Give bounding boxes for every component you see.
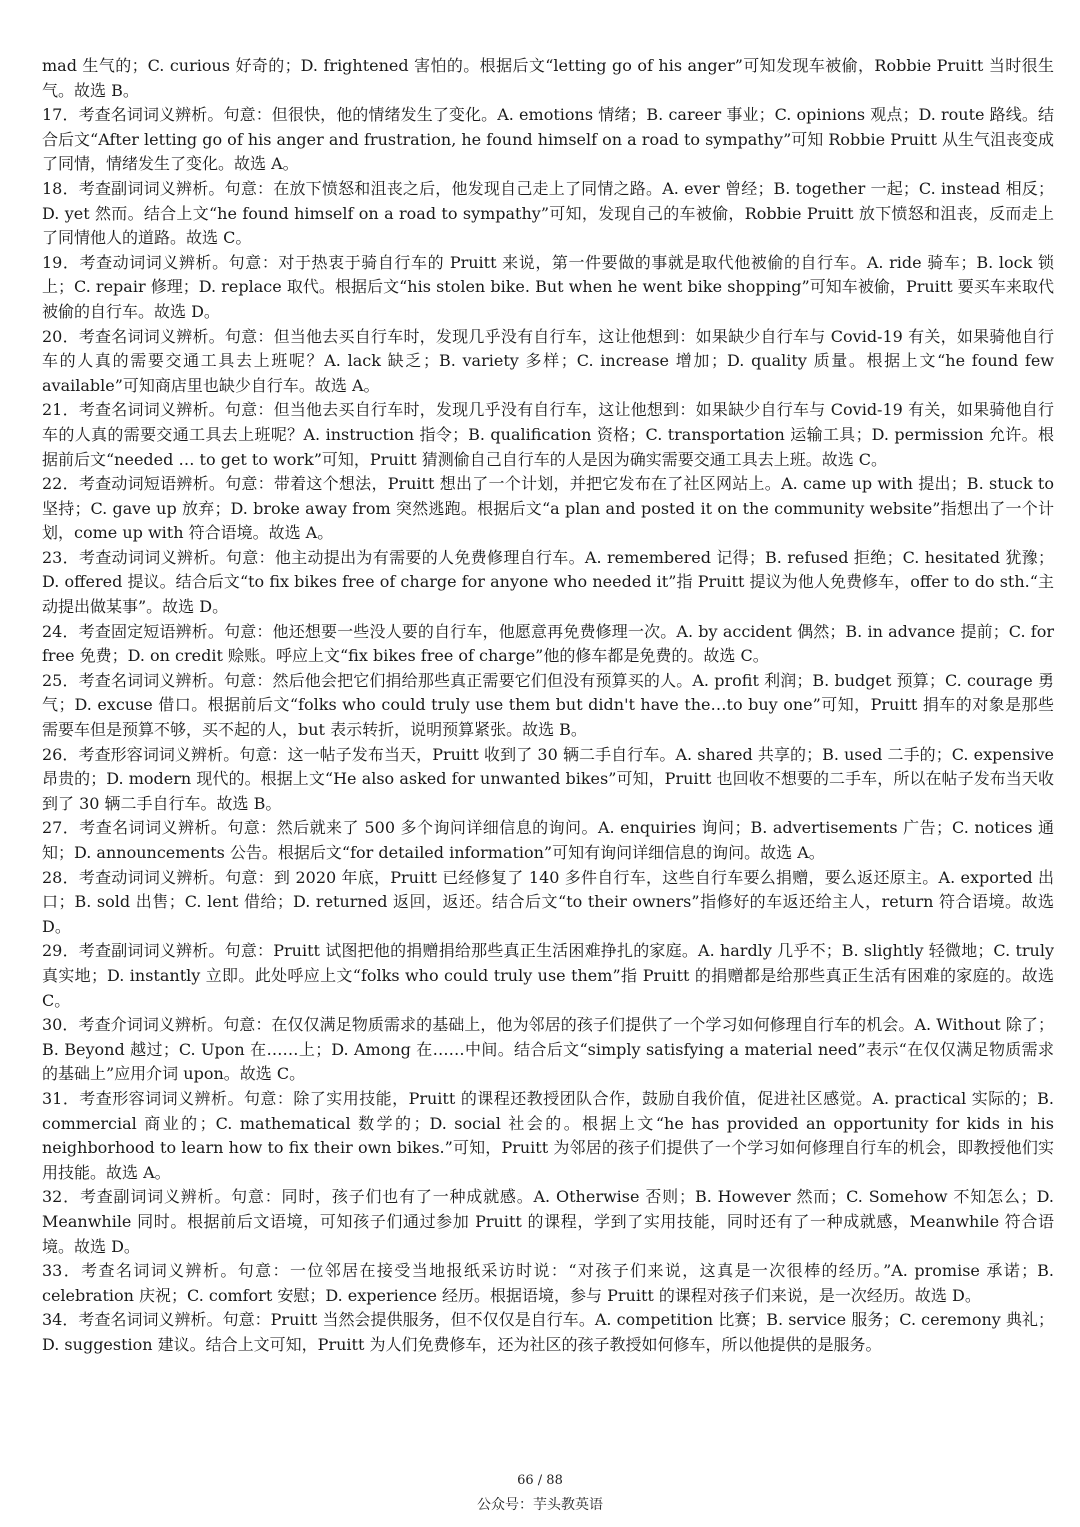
paragraph: 24．考查固定短语辨析。句意：他还想要一些没人要的自行车，他愿意再免费修理一次。A. by accident 偶然；B. in advance 提前；C. for free 免费；D. on credit 赊账。呼应上文“fix bikes free of charge”他的修车都是免费的。故选 C。 — [42, 621, 1054, 666]
paragraph: mad 生气的；C. curious 好奇的；D. frightened 害怕的。根据后文“letting go of his anger”可知发现车被偷，Robbie Pruitt 当时很生气。故选 B。 — [42, 56, 1054, 100]
paragraph: 22．考查动词短语辨析。句意：带着这个想法，Pruitt 想出了一个计划，并把它发布在了社区网站上。A. came up with 提出；B. stuck to 坚持；C. gave up 放弃；D. broke away from 突然逃跑。根据后文“a plan and posted it on the community website”指想出了一个计划，come up with 符合语境。故选 A。 — [42, 474, 1054, 543]
answer-explanations — [42, 54, 1054, 1357]
footer-note: 公众号：芋头教英语 — [477, 1497, 603, 1513]
paragraph: 31．考查形容词词义辨析。句意：除了实用技能，Pruitt 的课程还教授团队合作，鼓励自我价值，促进社区感觉。A. practical 实际的；B. commercial 商业的；C. mathematical 数学的；D. social 社会的。根据上文“he has provided an opportunity for kids in his neighborhood to learn how to fix their own bikes.”可知，Pruitt 为邻居的孩子们提供了一个学习如何修理自行车的机会，即教授他们实用技能。故选 A。 — [42, 1088, 1054, 1182]
paragraph: 33．考查名词词义辨析。句意：一位邻居在接受当地报纸采访时说：“对孩子们来说，这真是一次很棒的经历。”A. promise 承诺；B. celebration 庆祝；C. comfort 安慰；D. experience 经历。根据语境，参与 Pruitt 的课程对孩子们来说，是一次经历。故选 D。 — [42, 1261, 1054, 1305]
paragraph: 28．考查动词词义辨析。句意：到 2020 年底，Pruitt 已经修复了 140 多件自行车，这些自行车要么捐赠，要么返还原主。A. exported 出口；B. sold 出售；C. lent 借给；D. returned 返回，返还。结合后文“to their owners”指修好的车返还给主人，return 符合语境。故选 D。 — [42, 867, 1054, 936]
paragraph: 19．考查动词词义辨析。句意：对于热衷于骑自行车的 Pruitt 来说，第一件要做的事就是取代他被偷的自行车。A. ride 骑车；B. lock 锁上；C. repair 修理；D. replace 取代。根据后文“his stolen bike. But when he went bike shopping”可知车被偷，Pruitt 要买车来取代被偷的自行车。故选 D。 — [42, 252, 1054, 321]
paragraph: 34．考查名词词义辨析。句意：Pruitt 当然会提供服务，但不仅仅是自行车。A. competition 比赛；B. service 服务；C. ceremony 典礼；D. suggestion 建议。结合上文可知，Pruitt 为人们免费修车，还为社区的孩子教授如何修车，所以他提供的是服务。 — [42, 1310, 1054, 1354]
paragraph: 25．考查名词词义辨析。句意：然后他会把它们捐给那些真正需要它们但没有预算买的人。A. profit 利润；B. budget 预算；C. courage 勇气；D. excuse 借口。根据前后文“folks who could truly use them but didn't have the…to buy one”可知，Pruitt 捐车的对象是那些需要车但是预算不够，买不起的人，but 表示转折，说明预算紧张。故选 B。 — [42, 670, 1054, 740]
paragraph: 27．考查名词词义辨析。句意：然后就来了 500 多个询问详细信息的询问。A. enquiries 询问；B. advertisements 广告；C. notices 通知；D. announcements 公告。根据后文“for detailed information”可知有询问详细信息的询问。故选 A。 — [42, 818, 1054, 862]
paragraph: 21．考查名词词义辨析。句意：但当他去买自行车时，发现几乎没有自行车，这让他想到：如果缺少自行车与 Covid-19 有关，如果骑他自行车的人真的需要交通工具去上班呢？A. instruction 指令；B. qualification 资格；C. transportation 运输工具；D. permission 允许。根据前后文“needed … to get to work”可知，Pruitt 猜测偷自己自行车的人是因为确实需要交通工具去上班。故选 C。 — [42, 400, 1054, 469]
paragraph: 26．考查形容词词义辨析。句意：这一帖子发布当天，Pruitt 收到了 30 辆二手自行车。A. shared 共享的；B. used 二手的；C. expensive 昂贵的；D. modern 现代的。根据上文“He also asked for unwanted bikes”可知，Pruitt 也回收不想要的二手车，所以在帖子发布当天收到了 30 辆二手自行车。故选 B。 — [42, 744, 1054, 813]
paragraph: 32．考查副词词义辨析。句意：同时，孩子们也有了一种成就感。A. Otherwise 否则；B. However 然而；C. Somehow 不知怎么；D. Meanwhile 同时。根据前后文语境，可知孩子们通过参加 Pruitt 的课程，学到了实用技能，同时还有了一种成就感，Meanwhile 符合语境。故选 D。 — [42, 1187, 1054, 1256]
paragraph: 30．考查介词词义辨析。句意：在仅仅满足物质需求的基础上，他为邻居的孩子们提供了一个学习如何修理自行车的机会。A. Without 除了；B. Beyond 越过；C. Upon 在……上；D. Among 在……中间。结合后文“simply satisfying a material need”表示“在仅仅满足物质需求的基础上”应用介词 upon。故选 C。 — [42, 1015, 1054, 1084]
paragraph: 18．考查副词词义辨析。句意：在放下愤怒和沮丧之后，他发现自己走上了同情之路。A. ever 曾经；B. together 一起；C. instead 相反；D. yet 然而。结合上文“he found himself on a road to sympathy”可知，发现自己的车被偷，Robbie Pruitt 放下愤怒和沮丧，反而走上了同情他人的道路。故选 C。 — [42, 178, 1054, 248]
paragraph: 23．考查动词词义辨析。句意：他主动提出为有需要的人免费修理自行车。A. remembered 记得；B. refused 拒绝；C. hesitated 犹豫；D. offered 提议。结合后文“to fix bikes free of charge for anyone who needed it”指 Pruitt 提议为他人免费修车，offer to do sth.“主动提出做某事”。故选 D。 — [42, 547, 1054, 617]
page-number: 66 / 88 — [517, 1473, 563, 1488]
paragraph: 29．考查副词词义辨析。句意：Pruitt 试图把他的捐赠捐给那些真正生活困难挣扎的家庭。A. hardly 几乎不；B. slightly 轻微地；C. truly 真实地；D. instantly 立即。此处呼应上文“folks who could truly use them”指 Pruitt 的捐赠都是给那些真正生活有困难的家庭的。故选 C。 — [42, 941, 1054, 1010]
paragraph: 17．考查名词词义辨析。句意：但很快，他的情绪发生了变化。A. emotions 情绪；B. career 事业；C. opinions 观点；D. route 路线。结合后文“After letting go of his anger and frustration, he found himself on a road to sympathy”可知 Robbie Pruitt 从生气沮丧变成了同情，情绪发生了变化。故选 A。 — [42, 105, 1054, 174]
paragraph: 20．考查名词词义辨析。句意：但当他去买自行车时，发现几乎没有自行车，这让他想到：如果缺少自行车与 Covid-19 有关，如果骑他自行车的人真的需要交通工具去上班呢？A. lack 缺乏；B. variety 多样；C. increase 增加；D. quality 质量。根据上文“he found few available”可知商店里也缺少自行车。故选 A。 — [42, 326, 1054, 395]
